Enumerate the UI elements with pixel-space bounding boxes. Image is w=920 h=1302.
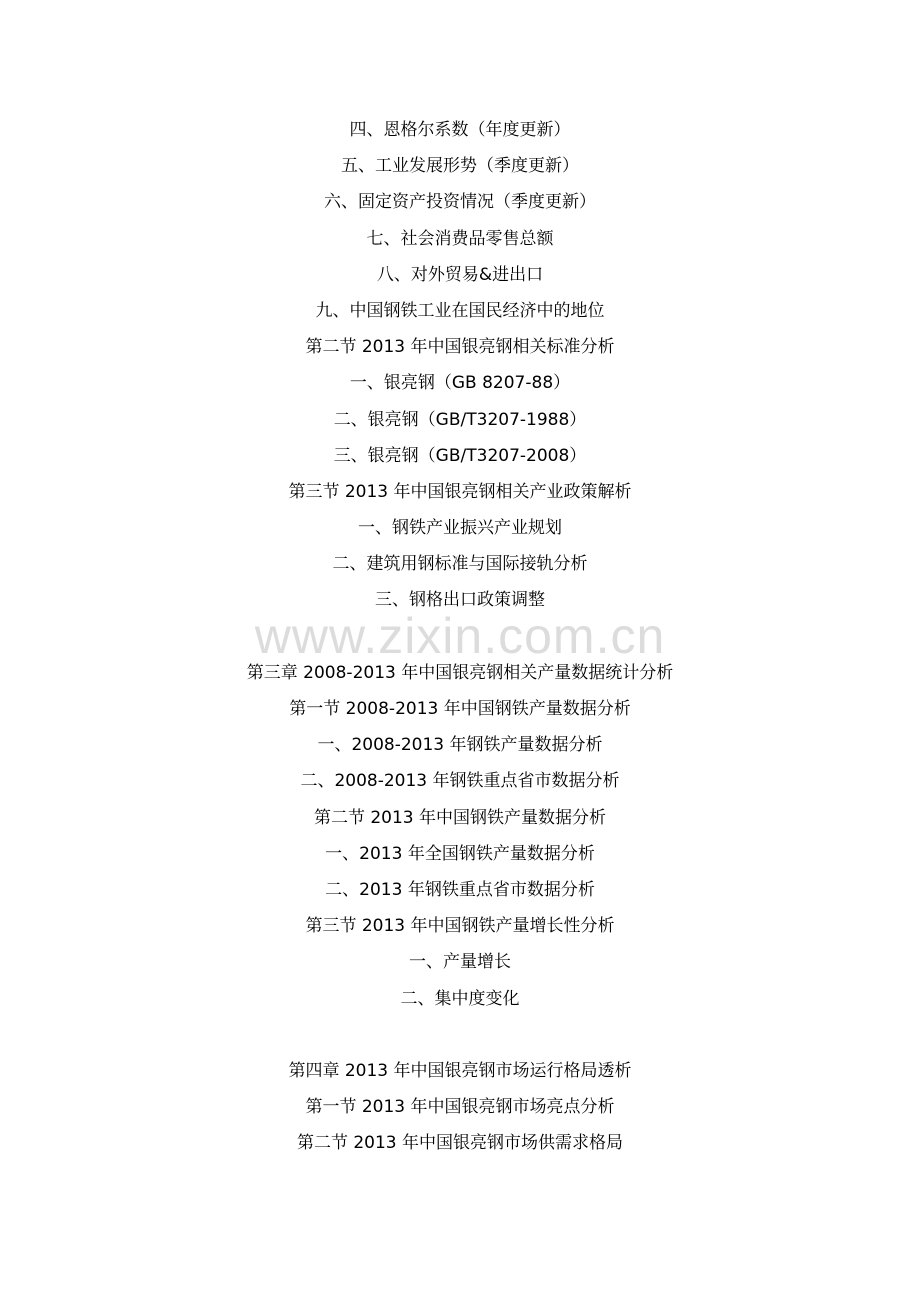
toc-item: 一、2008-2013 年钢铁产量数据分析	[317, 735, 603, 756]
table-of-contents	[0, 112, 920, 1161]
toc-item: 二、集中度变化	[400, 988, 520, 1009]
toc-item: 四、恩格尔系数（年度更新）	[349, 120, 571, 140]
toc-chapter: 第四章 2013 年中国银亮钢市场运行格局透析	[288, 1060, 632, 1081]
toc-item: 二、建筑用钢标准与国际接轨分析	[332, 554, 588, 575]
toc-item: 三、银亮钢（GB/T3207-2008）	[333, 445, 587, 466]
toc-item: 九、中国钢铁工业在国民经济中的地位	[315, 300, 605, 321]
toc-spacer	[0, 1017, 920, 1053]
toc-item: 三、钢格出口政策调整	[375, 590, 545, 611]
watermark: www.zixin.com.cn	[254, 608, 666, 664]
toc-item: 一、钢铁产业振兴产业规划	[358, 518, 562, 539]
toc-item: 七、社会消费品零售总额	[366, 228, 554, 249]
toc-chapter: 第三章 2008-2013 年中国银亮钢相关产量数据统计分析	[246, 662, 674, 683]
toc-item: 八、对外贸易&进出口	[376, 264, 544, 285]
toc-item: 二、2013 年钢铁重点省市数据分析	[325, 879, 595, 900]
toc-section: 第一节 2008-2013 年中国钢铁产量数据分析	[289, 699, 631, 719]
toc-item: 二、2008-2013 年钢铁重点省市数据分析	[300, 771, 620, 792]
toc-item: 二、银亮钢（GB/T3207-1988）	[333, 409, 587, 430]
toc-item: 六、固定资产投资情况（季度更新）	[324, 192, 596, 213]
toc-section: 第一节 2013 年中国银亮钢市场亮点分析	[305, 1097, 615, 1118]
toc-item: 五、工业发展形势（季度更新）	[341, 156, 579, 177]
toc-section: 第二节 2013 年中国银亮钢相关标准分析	[305, 337, 615, 358]
toc-section: 第三节 2013 年中国银亮钢相关产业政策解析	[288, 481, 632, 502]
toc-section: 第二节 2013 年中国钢铁产量数据分析	[313, 807, 607, 828]
toc-item: 一、产量增长	[409, 952, 511, 973]
toc-spacer	[0, 619, 920, 655]
toc-section: 第三节 2013 年中国钢铁产量增长性分析	[305, 916, 615, 937]
toc-item: 一、银亮钢（GB 8207-88）	[349, 373, 571, 394]
toc-item: 一、2013 年全国钢铁产量数据分析	[325, 843, 595, 864]
toc-section: 第二节 2013 年中国银亮钢市场供需求格局	[296, 1133, 624, 1154]
